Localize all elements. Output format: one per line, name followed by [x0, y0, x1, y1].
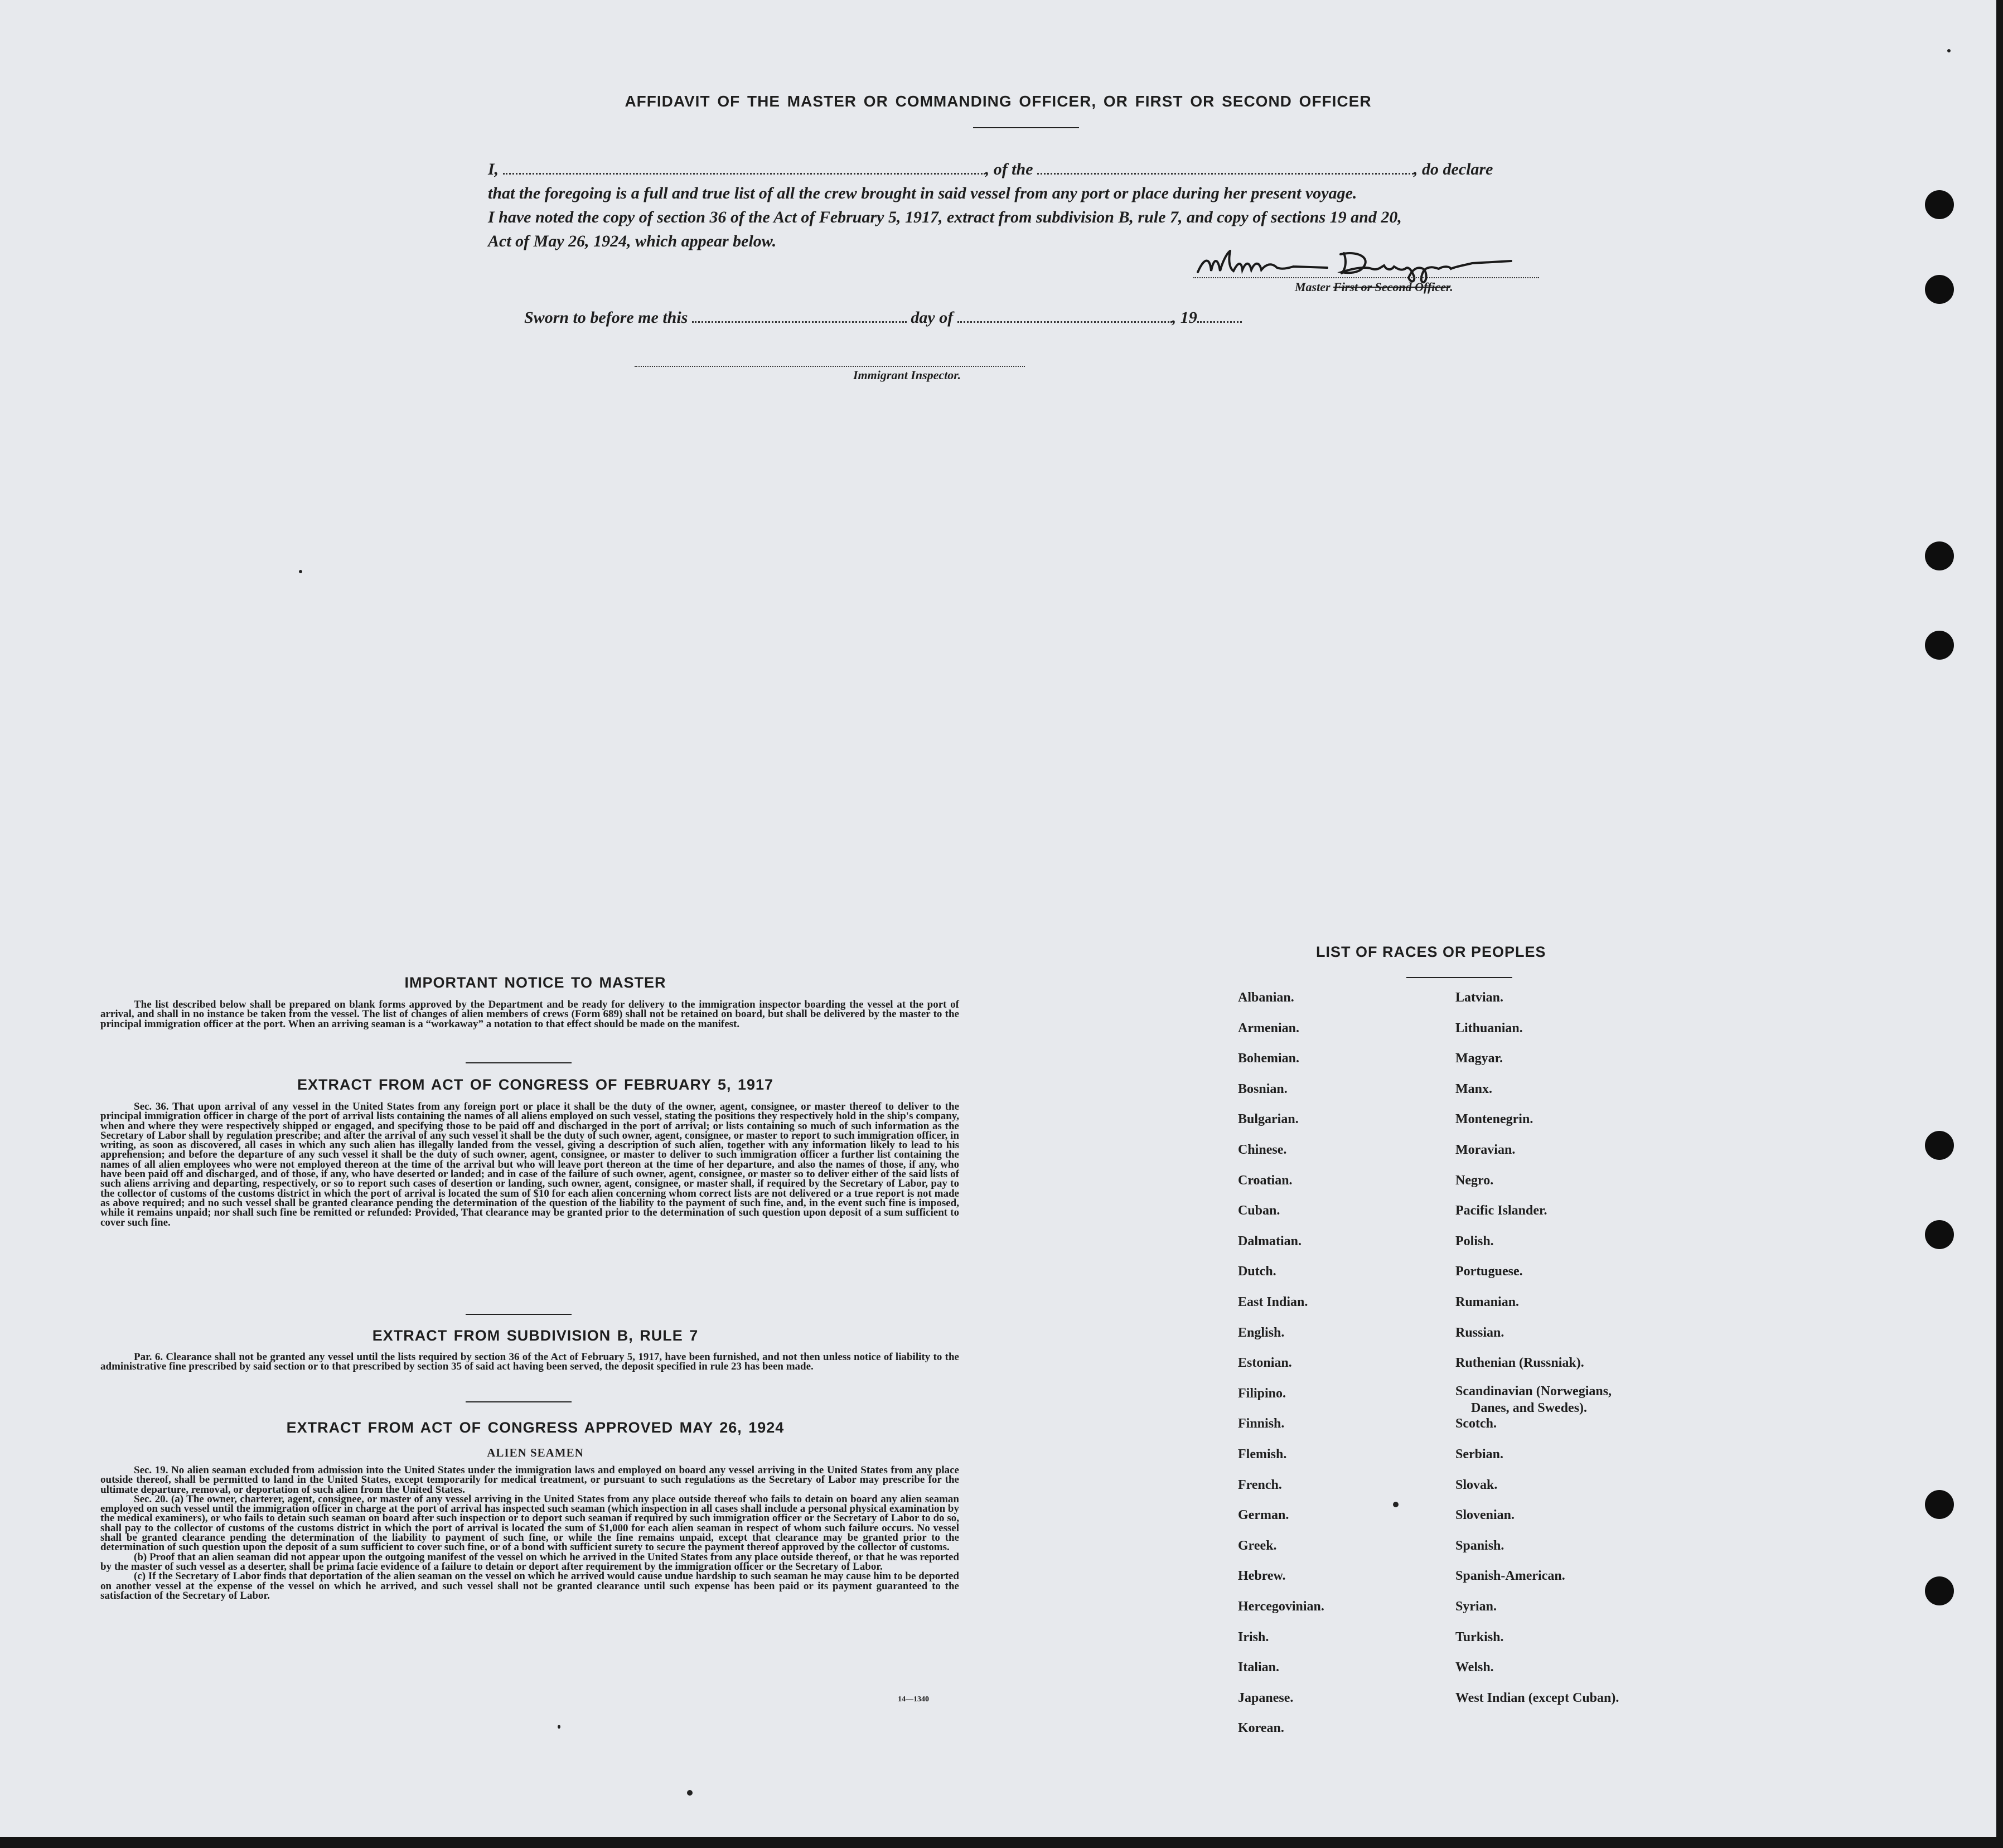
- form-number: 14—1340: [898, 1695, 929, 1704]
- inspector-rule: [635, 366, 1025, 367]
- race-item: Scotch.: [1455, 1416, 1497, 1431]
- race-item: Cuban.: [1238, 1203, 1280, 1218]
- ink-speck: [558, 1725, 560, 1729]
- signature-caption: [1295, 280, 1453, 294]
- race-item: Greek.: [1238, 1538, 1277, 1553]
- declaration-line-2: that the foregoing is a full and true list of all the crew brought in said vessel from any port or place during her present voyage.: [488, 184, 1357, 202]
- act1924-body: [100, 1465, 959, 1600]
- act1924-subtitle: ALIEN SEAMEN: [487, 1446, 584, 1459]
- notice-body: [100, 1000, 959, 1029]
- race-item: Magyar.: [1455, 1051, 1503, 1066]
- race-item: Scandinavian (Norwegians,: [1455, 1383, 1612, 1399]
- race-item: Lithuanian.: [1455, 1020, 1523, 1036]
- race-item: Pacific Islander.: [1455, 1203, 1547, 1218]
- race-item: Albanian.: [1238, 990, 1294, 1005]
- sworn-line: [524, 306, 1595, 330]
- race-item: Spanish.: [1455, 1538, 1504, 1553]
- caption-period: .: [1450, 280, 1453, 294]
- race-item: Estonian.: [1238, 1356, 1292, 1371]
- binder-hole: [1925, 275, 1954, 304]
- rule7-paragraph: Par. 6. Clearance shall not be granted any vessel until the lists required by section 36 of the Act of February 5, 1917, have been furnished, and not then unless notice of liability to the administrative fine prescribed by said section or to that prescribed by section 35 of said act having been served, the deposit specified in rule 23 has been made.: [100, 1351, 959, 1373]
- act1924-title: EXTRACT FROM ACT OF CONGRESS APPROVED MAY 26, 1924: [286, 1419, 785, 1436]
- race-item: Bohemian.: [1238, 1051, 1300, 1066]
- signature: [1193, 245, 1539, 284]
- rule7-rule: [466, 1401, 572, 1402]
- race-item: Negro.: [1455, 1173, 1494, 1188]
- race-item: Russian.: [1455, 1325, 1504, 1340]
- master-label: Master: [1295, 280, 1331, 294]
- race-item: Turkish.: [1455, 1629, 1504, 1644]
- binder-hole: [1925, 1490, 1954, 1519]
- affidavit-title: AFFIDAVIT OF THE MASTER OR COMMANDING OFFICER, OR FIRST OR SECOND OFFICER: [625, 93, 1372, 110]
- act1917-body: [100, 1102, 959, 1227]
- sec19-paragraph: Sec. 19. No alien seaman excluded from admission into the United States under the immigration laws and employed on board any vessel arriving in the United States from any place outside thereof, shall be permitted to land in the United States, except temporarily for medical treatment, or pursuant to such regulations as the Secretary of Labor may prescribe for the ultimate departure, removal, or deportation of such alien from the United States.: [100, 1464, 959, 1496]
- binder-hole: [1925, 1131, 1954, 1160]
- inspector-label: Immigrant Inspector.: [853, 368, 961, 382]
- title-rule: [973, 127, 1079, 128]
- race-item: Rumanian.: [1455, 1295, 1520, 1309]
- race-item: Armenian.: [1238, 1020, 1299, 1036]
- binder-hole: [1925, 1220, 1954, 1249]
- race-item: Manx.: [1455, 1081, 1492, 1096]
- race-item: Japanese.: [1238, 1690, 1294, 1705]
- declaration-line-1: [488, 157, 1559, 181]
- race-item: Serbian.: [1455, 1447, 1504, 1462]
- races-rule: [1406, 977, 1512, 978]
- sec20a-paragraph: Sec. 20. (a) The owner, charterer, agent, consignee, or master of any vessel arriving in the United States from any place outside thereof who fails to detain on board any alien seaman employed on such vessel until the immigration officer in charge at the port of arrival has inspected such seaman (which inspection in all cases shall include a personal physical examination by the medical examiners), or who fails to detain such seaman on board after such inspection or to deport such seaman if required by such immigration officer or the Secretary of Labor to do so, shall pay to the collector of customs of the customs district in which the port of arrival is located the sum of $1,000 for each alien seaman in respect of whom such failure occurs. No vessel shall be granted clearance pending the determination of the liability to payment of such fine, or while the fine remains unpaid, except that clearance may be granted prior to the determination of such question upon the deposit of a sum sufficient to cover such fine, or of a bond with sufficient surety to secure the payment thereof approved by the collector of customs.: [100, 1493, 959, 1554]
- race-item: Latvian.: [1455, 990, 1504, 1005]
- rule7-title: EXTRACT FROM SUBDIVISION B, RULE 7: [372, 1327, 699, 1344]
- race-item: Spanish-American.: [1455, 1569, 1565, 1584]
- race-item: Polish.: [1455, 1233, 1494, 1249]
- race-item: Dalmatian.: [1238, 1233, 1302, 1249]
- race-item: English.: [1238, 1325, 1285, 1340]
- ink-speck: [299, 570, 302, 573]
- declaration-line-3: I have noted the copy of section 36 of the Act of February 5, 1917, extract from subdivision B, rule 7, and copy of sections 19 and 20,: [488, 208, 1402, 226]
- declaration-i: I,: [488, 160, 499, 178]
- race-item: Hercegovinian.: [1238, 1599, 1324, 1614]
- race-item: Syrian.: [1455, 1599, 1497, 1614]
- binder-hole: [1925, 631, 1954, 660]
- races-title: LIST OF RACES OR PEOPLES: [1316, 944, 1546, 960]
- race-item: French.: [1238, 1477, 1282, 1492]
- ink-speck: [1393, 1502, 1399, 1507]
- race-item: Hebrew.: [1238, 1569, 1286, 1584]
- race-item: Korean.: [1238, 1721, 1284, 1736]
- sworn-day-blank[interactable]: [692, 309, 907, 323]
- sworn-year-label: , 19: [1172, 308, 1197, 327]
- binder-hole: [1925, 1576, 1954, 1605]
- race-item: Italian.: [1238, 1660, 1280, 1675]
- race-item: Portuguese.: [1455, 1264, 1523, 1279]
- binder-hole: [1925, 190, 1954, 219]
- race-item: Danes, and Swedes).: [1471, 1400, 1588, 1415]
- race-item: Chinese.: [1238, 1143, 1287, 1157]
- race-item: Welsh.: [1455, 1660, 1494, 1675]
- ink-speck: [687, 1790, 693, 1796]
- sworn-month-blank[interactable]: [957, 309, 1172, 323]
- ink-speck: [1947, 49, 1951, 52]
- binder-hole: [1925, 541, 1954, 570]
- struck-officer-label: First or Second Officer: [1333, 280, 1450, 294]
- race-item: East Indian.: [1238, 1295, 1308, 1309]
- race-item: Flemish.: [1238, 1447, 1287, 1462]
- sworn-day-label: day of: [911, 308, 954, 327]
- sec20c-paragraph: (c) If the Secretary of Labor finds that deportation of the alien seaman on the vessel on which he arrived would cause undue hardship to such seaman he may cause him to be deported on another vessel at the expense of the vessel on which he arrived, and such vessel shall not be granted clearance until such expense has been paid or its payment guaranteed to the satisfaction of the Secretary of Labor.: [100, 1570, 959, 1602]
- notice-title: IMPORTANT NOTICE TO MASTER: [404, 974, 666, 991]
- name-blank[interactable]: [503, 161, 985, 175]
- handwritten-signature: [1193, 245, 1539, 284]
- sworn-year-blank[interactable]: [1197, 309, 1242, 323]
- declaration-line-4: Act of May 26, 1924, which appear below.: [488, 232, 777, 250]
- race-item: West Indian (except Cuban).: [1455, 1690, 1619, 1705]
- race-item: Filipino.: [1238, 1386, 1286, 1401]
- race-item: German.: [1238, 1508, 1289, 1523]
- race-item: Bulgarian.: [1238, 1112, 1299, 1127]
- act1917-rule: [466, 1314, 572, 1315]
- race-item: Slovenian.: [1455, 1508, 1515, 1523]
- notice-rule: [466, 1062, 572, 1063]
- declaration-do-declare: , do declare: [1414, 160, 1493, 178]
- declaration-of-the: , of the: [985, 160, 1033, 178]
- race-item: Ruthenian (Russniak).: [1455, 1356, 1584, 1371]
- race-item: Slovak.: [1455, 1477, 1498, 1492]
- rule7-body: [100, 1352, 959, 1372]
- vessel-blank[interactable]: [1037, 161, 1414, 175]
- sworn-prefix: Sworn to before me this: [524, 308, 688, 327]
- signature-rule: [1193, 277, 1539, 278]
- race-item: Montenegrin.: [1455, 1112, 1533, 1127]
- sec20b-paragraph: (b) Proof that an alien seaman did not appear upon the outgoing manifest of the vessel on which he arrived in the United States from any place outside thereof, or that he was reported by the master of such vessel as a deserter, shall be prima facie evidence of a failure to detain or deport after requirement by the immigration officer or the Secretary of Labor.: [100, 1551, 959, 1573]
- notice-paragraph: The list described below shall be prepared on blank forms approved by the Department and be ready for delivery to the immigration inspector boarding the vessel at the port of arrival, and shall in no instance be taken from the vessel. The list of changes of alien members of crews (Form 689) shall not be retained on board, but shall be delivered by the master to the principal immigration officer at the port. When an arriving seaman is a “workaway” a notation to that effect should be made on the manifest.: [100, 999, 959, 1030]
- race-item: Finnish.: [1238, 1416, 1285, 1431]
- race-item: Irish.: [1238, 1629, 1269, 1644]
- race-item: Moravian.: [1455, 1143, 1516, 1157]
- race-item: Croatian.: [1238, 1173, 1293, 1188]
- race-item: Dutch.: [1238, 1264, 1276, 1279]
- race-item: Bosnian.: [1238, 1081, 1288, 1096]
- act1917-title: EXTRACT FROM ACT OF CONGRESS OF FEBRUARY 5, 1917: [297, 1076, 774, 1093]
- act1917-paragraph: Sec. 36. That upon arrival of any vessel in the United States from any foreign port or place it shall be the duty of the owner, agent, consignee, or master thereof to deliver to the principal immigration officer in charge of the port of arrival lists containing the names of all aliens employed on such vessel, stating the positions they respectively hold in the ship's company, when and where they were respectively shipped or engaged, and specifying those to be paid off and discharged in the port of arrival; or lists containing so much of such information as the Secretary of Labor shall by regulation prescribe; and after the arrival of any such vessel it shall be the duty of such owner, agent, consignee, or master to report to such immigration officer, in writing, as soon as discovered, all cases in which any such alien has illegally landed from the vessel, giving a description of such alien, together with any information likely to lead to his apprehension; and before the departure of any such vessel it shall be the duty of such owner, agent, consignee, or master to deliver to such immigration officer a further list containing the names of all alien employees who were not employed thereon at the time of the arrival but who will leave port thereon at the time of her departure, and also the names of those, if any, who have been paid off and discharged, and of those, if any, who have deserted or landed; and in case of the failure of such owner, agent, consignee, or master so to deliver either of the said lists of such aliens arriving and departing, respectively, or so to report such cases of desertion or landing, such owner, agent, consignee, or master shall, if required by the Secretary of Labor, pay to the collector of customs of the customs district in which the port of arrival is located the sum of $10 for each alien concerning whom correct lists are not delivered or a true report is not made as above required; and no such vessel shall be granted clearance pending the determination of the question of the liability to the payment of such fine, and, in the event such fine is imposed, while it remains unpaid; nor shall such fine be remitted or refunded: Provided, That clearance may be granted prior to the determination of such question upon deposit of a sum sufficient to cover such fine.: [100, 1101, 959, 1228]
